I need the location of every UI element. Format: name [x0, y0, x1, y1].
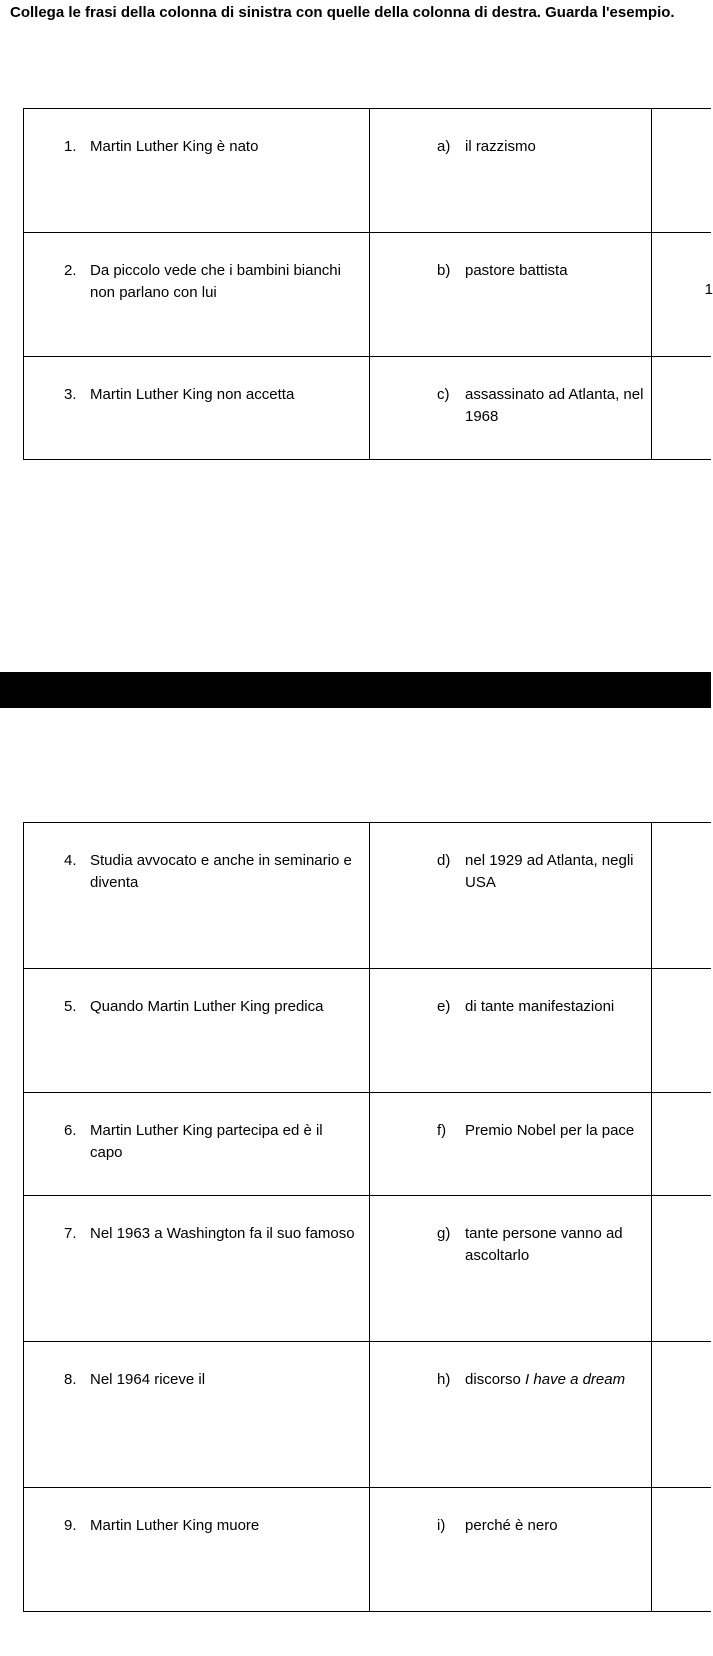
table-row	[24, 1342, 712, 1488]
item-letter: a)	[436, 138, 451, 155]
item-letter: c)	[436, 386, 450, 403]
item-text: Quando Martin Luther King predica	[90, 998, 324, 1015]
item-text: di tante manifestazioni	[465, 998, 615, 1015]
right-cell	[370, 969, 652, 1093]
item-number: 9.	[64, 1517, 77, 1534]
right-cell	[369, 357, 651, 460]
clipped-mark: 1	[704, 281, 713, 298]
item-text: pastore battista	[464, 262, 568, 279]
item-number: 3.	[64, 386, 77, 403]
table-row	[24, 1488, 712, 1612]
right-cell	[369, 233, 651, 357]
item-number: 6.	[64, 1122, 77, 1139]
right-cell	[370, 1342, 652, 1488]
table-row	[24, 969, 712, 1093]
item-text-plain: discorso	[465, 1371, 526, 1388]
left-cell	[24, 233, 370, 357]
item-letter: g)	[437, 1225, 451, 1242]
answer-cell[interactable]	[652, 1342, 711, 1488]
item-text: Nel 1963 a Washington fa il suo famoso	[90, 1225, 355, 1242]
table-row	[24, 823, 712, 969]
item-letter: f)	[437, 1122, 447, 1139]
item-letter: i)	[437, 1517, 446, 1534]
left-cell	[24, 1093, 370, 1196]
item-letter: e)	[437, 998, 451, 1015]
item-text: Nel 1964 riceve il	[90, 1371, 206, 1388]
answer-cell[interactable]	[652, 109, 713, 298]
item-number: 7.	[64, 1225, 77, 1242]
right-cell	[370, 1196, 652, 1342]
item-text: tante persone vanno ad ascoltarlo	[465, 1225, 623, 1264]
answer-cell[interactable]	[652, 823, 711, 969]
answer-cell[interactable]	[652, 233, 711, 357]
left-cell	[24, 969, 370, 1093]
item-letter: d)	[437, 852, 451, 869]
item-letter: b)	[436, 262, 451, 279]
item-text: Martin Luther King partecipa ed è il capo	[90, 1122, 323, 1161]
item-text: Studia avvocato e anche in seminario e diventa	[90, 852, 352, 891]
redaction-bar	[0, 672, 711, 708]
left-cell	[24, 1342, 370, 1488]
left-cell	[24, 109, 370, 233]
item-text: perché è nero	[465, 1517, 558, 1534]
table-row	[24, 233, 712, 357]
item-number: 5.	[64, 998, 77, 1015]
left-cell	[24, 823, 370, 969]
matching-table-1	[23, 108, 711, 460]
left-cell	[24, 1196, 370, 1342]
item-text: assassinato ad Atlanta, nel 1968	[464, 386, 644, 425]
item-text-italic: I have a dream	[525, 1371, 626, 1388]
right-cell	[370, 1488, 652, 1612]
table-row	[24, 1093, 712, 1196]
item-text	[465, 1369, 647, 1391]
item-text: il razzismo	[464, 138, 536, 155]
item-number: 4.	[64, 852, 77, 869]
item-text: Da piccolo vede che i bambini bianchi non parlano con lui	[90, 262, 341, 301]
right-cell	[369, 109, 651, 233]
table-row	[24, 357, 712, 460]
item-number: 2.	[64, 262, 77, 279]
answer-cell[interactable]	[652, 1093, 711, 1196]
answer-cell[interactable]	[652, 969, 711, 1093]
table-row	[24, 109, 712, 233]
matching-table-2	[23, 822, 711, 1612]
item-text: Premio Nobel per la pace	[465, 1122, 635, 1139]
item-text: Martin Luther King muore	[90, 1517, 260, 1534]
left-cell	[24, 357, 370, 460]
item-text: Martin Luther King è nato	[90, 138, 259, 155]
answer-cell[interactable]	[652, 357, 711, 460]
item-number: 8.	[64, 1371, 77, 1388]
right-cell	[370, 1093, 652, 1196]
table-row	[24, 1196, 712, 1342]
instruction-text: Collega le frasi della colonna di sinistra con quelle della colonna di destra. Guarda l'esempio.	[10, 4, 675, 21]
item-text: Martin Luther King non accetta	[90, 386, 295, 403]
item-number: 1.	[64, 138, 77, 155]
item-letter: h)	[437, 1371, 451, 1388]
left-cell	[24, 1488, 370, 1612]
right-cell	[370, 823, 652, 969]
answer-cell[interactable]	[652, 1196, 711, 1342]
answer-cell[interactable]	[652, 1488, 711, 1612]
item-text: nel 1929 ad Atlanta, negli USA	[465, 852, 634, 891]
